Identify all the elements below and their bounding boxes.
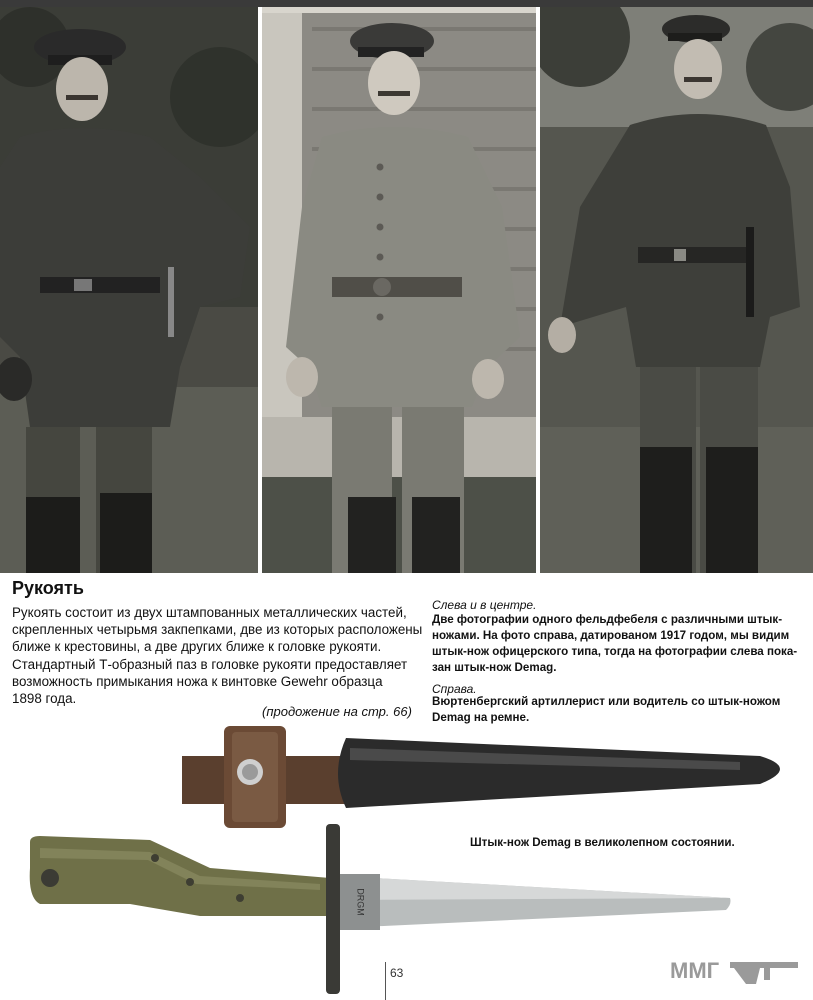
caption-line: ножами. На фото справа, датированом 1917 годом, мы видим (432, 629, 790, 642)
watermark-text: ММГ (670, 958, 720, 983)
body-line: ближе к крестовины, а две других ближе к головке рукояти. (12, 639, 382, 655)
body-line: 1898 года. (12, 691, 77, 707)
caption-heading-right: Справа. (432, 682, 477, 696)
caption-line: Вюртенбергский артиллерист или водитель со штык-ножом (432, 695, 781, 708)
caption-line: зан штык-нож Demag. (432, 661, 557, 674)
body-text (12, 604, 424, 707)
section-title: Рукоять (12, 578, 84, 598)
bayonet-image (30, 824, 731, 994)
blade-marking: DRGM (355, 888, 366, 916)
caption-line: штык-нож офицерского типа, тогда на фотографии слева пока- (432, 645, 798, 658)
photo-left-soldier (0, 7, 258, 573)
body-line: скрепленных четырьмя закпепками, две из которых расположены (12, 622, 423, 638)
page-number-rule (385, 962, 386, 1000)
body-line: Рукоять состоит из двух штампованных металлических частей, (12, 605, 407, 620)
body-line: возможность примыкания ножа к винтовке Gewehr образца (12, 673, 383, 689)
top-border (0, 0, 813, 7)
page-number: 63 (390, 966, 404, 980)
watermark (664, 944, 804, 992)
caption-line: Demag на ремне. (432, 711, 530, 724)
caption-line: Две фотографии одного фельдфебеля с различными штык- (432, 613, 783, 626)
photo-right-soldier (540, 7, 813, 573)
scabbard-image (182, 726, 780, 828)
photo-center-soldier (262, 7, 536, 573)
body-line: Стандартный Т-образный паз в головке рукояти предоставляет (12, 656, 408, 672)
caption-text-left-center (432, 612, 804, 676)
caption-heading-left-center: Слева и в центре. (432, 598, 537, 612)
knife-caption: Штык-нож Demag в великолепном состоянии. (470, 836, 735, 849)
continued-note: (продожение на стр. 66) (262, 704, 412, 719)
